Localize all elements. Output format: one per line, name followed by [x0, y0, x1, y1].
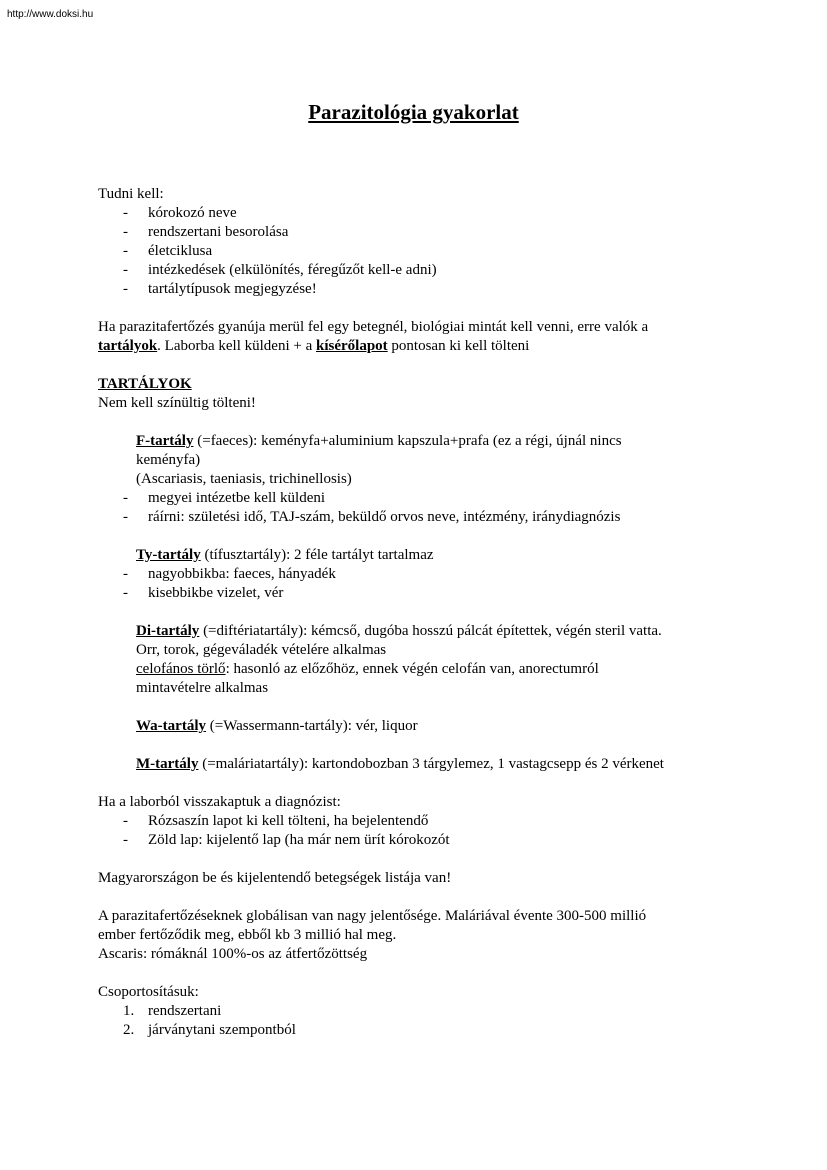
bullet-dash: -: [123, 243, 128, 259]
bullet-dash: -: [123, 281, 128, 297]
wa-tartaly-name: Wa-tartály: [136, 718, 206, 734]
list-item: - életciklusa: [123, 243, 213, 259]
celofan-term: celofános törlő: [136, 661, 226, 677]
list-item: - tartálytípusok megjegyzése!: [123, 281, 317, 297]
csoport-heading: Csoportosításuk:: [98, 984, 199, 1000]
f-tartaly-name: F-tartály: [136, 433, 194, 449]
bullet-dash: -: [123, 509, 128, 525]
global-paragraph: A parazitafertőzéseknek globálisan van nagy jelentősége. Maláriával évente 300-500 millió ember fertőződik meg, ebből kb 3 millió hal meg. Ascaris: rómáknál 100%-os az átfertőzöttség: [98, 908, 647, 962]
list-item: - megyei intézetbe kell küldeni: [123, 490, 326, 506]
list-item: - intézkedések (elkülönítés, féregűzőt kell-e adni): [123, 262, 437, 278]
list-item: - kórokozó neve: [123, 205, 237, 221]
labor-heading: Ha a laborból visszakaptuk a diagnózist:: [98, 794, 341, 810]
list-item: - ráírni: születési idő, TAJ-szám, beküldő orvos neve, intézmény, iránydiagnózis: [123, 509, 621, 525]
section-heading: TARTÁLYOK: [98, 376, 192, 392]
f-tartaly-block: F-tartály (=faeces): keményfa+aluminium kapszula+prafa (ez a régi, újnál nincs keményfa) (Ascariasis, taeniasis, trichinellosis): [136, 433, 622, 487]
bullet-dash: -: [123, 566, 128, 582]
intro-paragraph: Ha parazitafertőzés gyanúja merül fel egy betegnél, biológiai mintát kell venni, erre valók a tartályok. Laborba kell küldeni + a kísérőlapot pontosan ki kell tölteni: [98, 319, 649, 354]
section-note: Nem kell színültig tölteni!: [98, 395, 256, 411]
bullet-dash: -: [123, 262, 128, 278]
wa-tartaly-block: Wa-tartály (=Wassermann-tartály): vér, liquor: [136, 718, 418, 734]
list-item: - Zöld lap: kijelentő lap (ha már nem ürít kórokozót: [123, 832, 450, 848]
bullet-dash: -: [123, 224, 128, 240]
list-item: 1. rendszertani: [123, 1003, 222, 1019]
di-tartaly-block: Di-tartály (=diftériatartály): kémcső, dugóba hosszú pálcát építettek, végén steril vatta. Orr, torok, gégeváladék vételére alkalmas celofános törlő: hasonló az előzőhöz, ennek végén celofán van, anorectumról mintavételre alkalmas: [136, 623, 662, 696]
list-number: 1.: [123, 1003, 135, 1019]
list-item: - kisebbikbe vizelet, vér: [123, 585, 284, 601]
list-item: 2. járványtani szempontból: [123, 1022, 296, 1038]
list-item: - Rózsaszín lapot ki kell tölteni, ha bejelentendő: [123, 813, 429, 829]
m-tartaly-name: M-tartály: [136, 756, 199, 772]
tartalyok-term: tartályok: [98, 338, 158, 354]
document-body: [98, 185, 738, 1040]
list-item: - nagyobbikba: faeces, hányadék: [123, 566, 336, 582]
ty-tartaly-block: Ty-tartály (tífusztartály): 2 féle tartályt tartalmaz: [136, 547, 434, 563]
bullet-dash: -: [123, 832, 128, 848]
bullet-dash: -: [123, 813, 128, 829]
bullet-dash: -: [123, 205, 128, 221]
bullet-dash: -: [123, 585, 128, 601]
source-url[interactable]: http://www.doksi.hu: [7, 9, 94, 20]
page-title: Parazitológia gyakorlat: [308, 100, 519, 124]
bullet-dash: -: [123, 490, 128, 506]
list-number: 2.: [123, 1022, 135, 1038]
list-item: - rendszertani besorolása: [123, 224, 289, 240]
ty-tartaly-name: Ty-tartály: [136, 547, 201, 563]
tudni-heading: Tudni kell:: [98, 186, 164, 202]
hungary-note: Magyarországon be és kijelentendő betegségek listája van!: [98, 870, 452, 886]
m-tartaly-block: M-tartály (=maláriatartály): kartondobozban 3 tárgylemez, 1 vastagcsepp és 2 vérkenet: [136, 756, 664, 772]
kisero-term: kísérőlapot: [316, 338, 388, 354]
di-tartaly-name: Di-tartály: [136, 623, 200, 639]
